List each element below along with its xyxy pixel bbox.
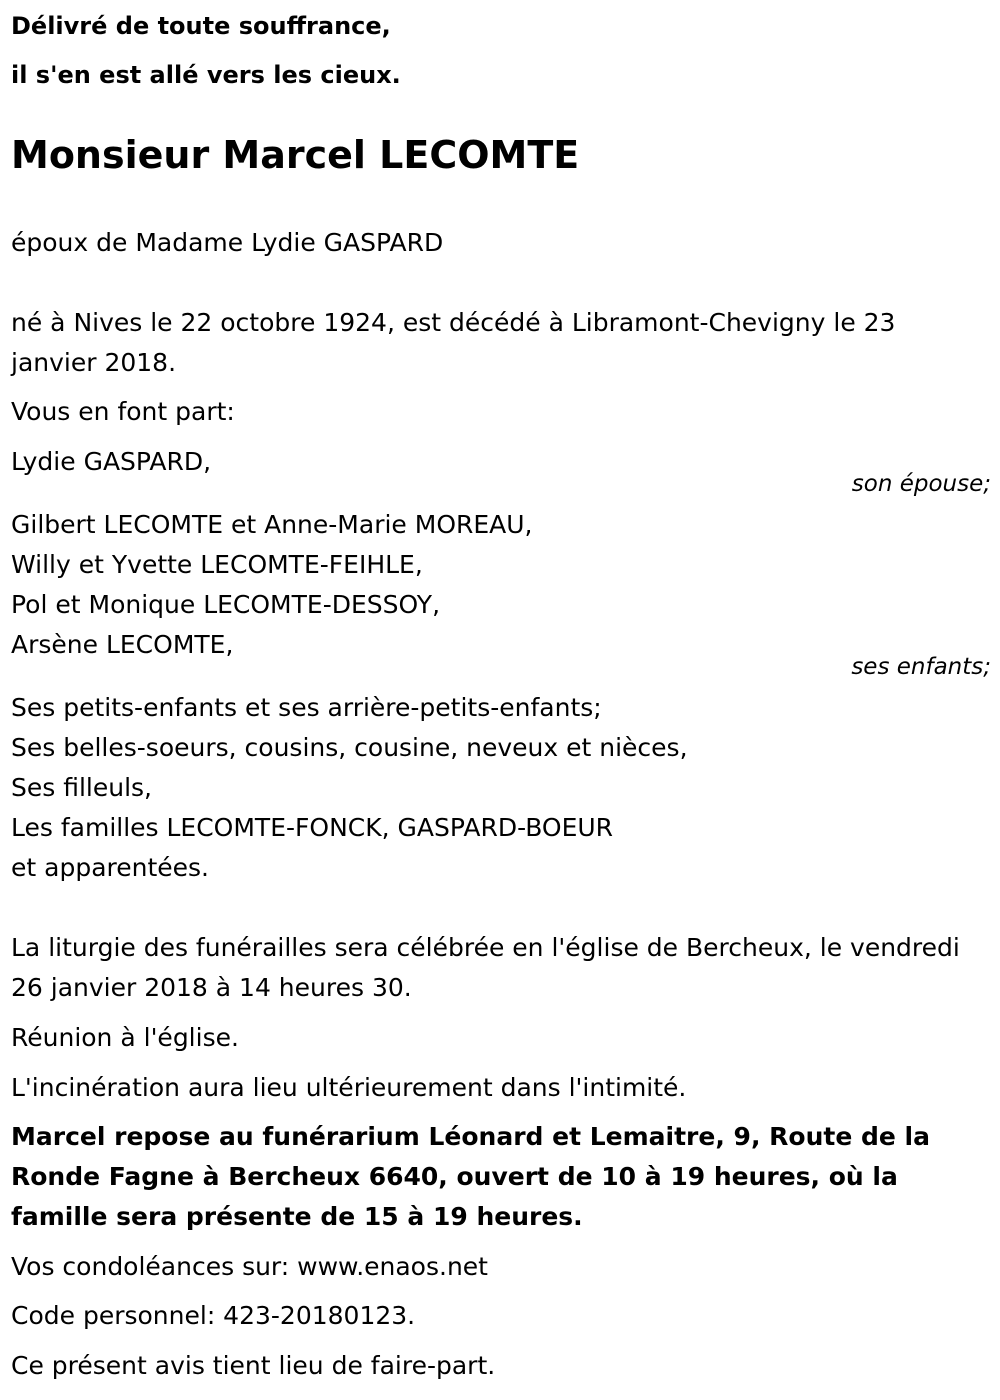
birth-death-text: né à Nives le 22 octobre 1924, est décédé à Libramont-Chevigny le 23 janvier 2018. <box>11 308 896 377</box>
children-role: ses enfants; <box>851 654 991 680</box>
funerarium-text: Marcel repose au funérarium Léonard et Lemaitre, 9, Route de la Ronde Fagne à Bercheux 6640, ouvert de 10 à 19 heures, où la famille sera présente de 15 à 19 heures. <box>11 1122 930 1231</box>
condolences-text: Vos condoléances sur: www.enaos.net <box>11 1252 488 1281</box>
meeting-text: Réunion à l'église. <box>11 1023 239 1052</box>
deceased-name: Monsieur Marcel LECOMTE <box>11 133 580 177</box>
child-line: Willy et Yvette LECOMTE-FEIHLE, <box>11 550 423 579</box>
child-line: Arsène LECOMTE, <box>11 630 234 659</box>
relatives-line: Les familles LECOMTE-FONCK, GASPARD-BOEUR <box>11 813 614 842</box>
spouse-line: époux de Madame Lydie GASPARD <box>11 228 444 257</box>
spouse-role: son épouse; <box>851 471 991 497</box>
closing-text: Ce présent avis tient lieu de faire-part. <box>11 1351 496 1380</box>
child-line: Pol et Monique LECOMTE-DESSOY, <box>11 590 441 619</box>
liturgy-text: La liturgie des funérailles sera célébrée en l'église de Bercheux, le vendredi 26 janvier 2018 à 14 heures 30. <box>11 933 960 1002</box>
relatives-line: Ses belles-soeurs, cousins, cousine, neveux et nièces, <box>11 733 688 762</box>
intro-line-2: il s'en est allé vers les cieux. <box>11 61 401 89</box>
personal-code: Code personnel: 423-20180123. <box>11 1301 416 1330</box>
incineration-text: L'incinération aura lieu ultérieurement dans l'intimité. <box>11 1073 687 1102</box>
announce-text: Vous en font part: <box>11 397 235 426</box>
relatives-line: Ses petits-enfants et ses arrière-petits-enfants; <box>11 693 602 722</box>
relatives-line: Ses filleuls, <box>11 773 153 802</box>
spouse-name: Lydie GASPARD, <box>11 447 212 476</box>
child-line: Gilbert LECOMTE et Anne-Marie MOREAU, <box>11 510 533 539</box>
relatives-line: et apparentées. <box>11 853 209 882</box>
intro-line-1: Délivré de toute souffrance, <box>11 12 391 40</box>
